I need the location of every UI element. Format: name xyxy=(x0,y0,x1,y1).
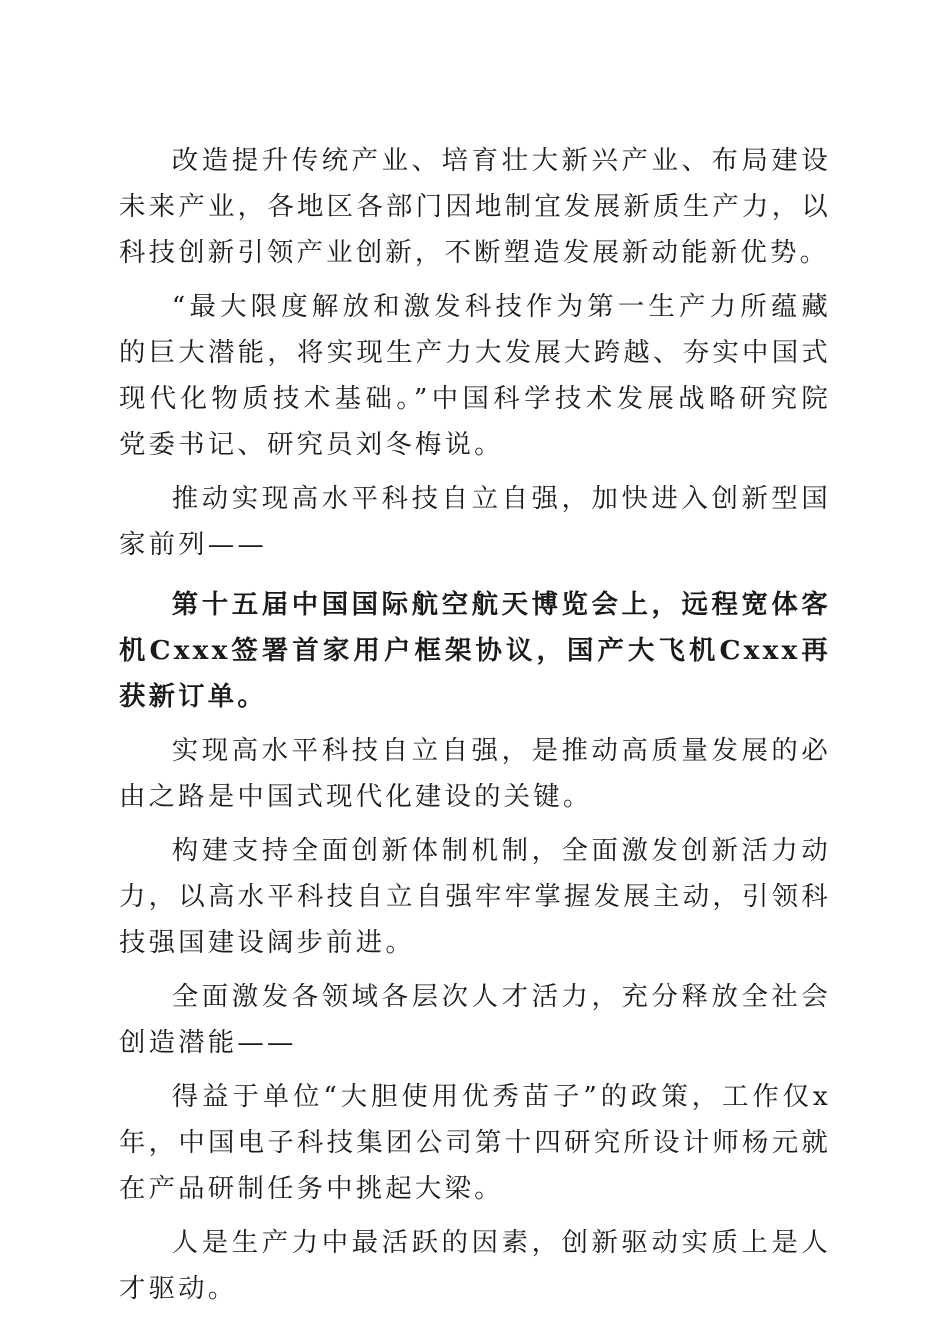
document-body xyxy=(119,138,831,1312)
paragraph-section-heading-talent: 全面激发各领域各层次人才活力，充分释放全社会创造潜能—— xyxy=(119,981,831,1058)
paragraph-industry-upgrade: 改造提升传统产业、培育壮大新兴产业、布局建设未来产业，各地区各部门因地制宜发展新质生产力，以科技创新引领产业创新，不断塑造发展新动能新优势。 xyxy=(119,145,831,268)
paragraph-high-quality-development: 实现高水平科技自立自强，是推动高质量发展的必由之路是中国式现代化建设的关键。 xyxy=(119,735,831,812)
paragraph-quote-liu-dongmei: “最大限度解放和激发科技作为第一生产力所蕴藏的巨大潜能，将实现生产力大发展大跨越、夯实中国式现代化物质技术基础。”中国科学技术发展战略研究院党委书记、研究员刘冬梅说。 xyxy=(119,291,831,460)
paragraph-airshow-orders: 第十五届中国国际航空航天博览会上，远程宽体客机Cxxx签署首家用户框架协议，国产大飞机Cxxx再获新订单。 xyxy=(119,589,831,712)
paragraph-talent-driven: 人是生产力中最活跃的因素，创新驱动实质上是人才驱动。 xyxy=(119,1227,831,1304)
paragraph-section-heading-tech-self-reliance: 推动实现高水平科技自立自强，加快进入创新型国家前列—— xyxy=(119,483,831,560)
paragraph-innovation-mechanism: 构建支持全面创新体制机制，全面激发创新活力动力，以高水平科技自立自强牢牢掌握发展主动，引领科技强国建设阔步前进。 xyxy=(119,835,831,958)
paragraph-young-designer: 得益于单位“大胆使用优秀苗子”的政策，工作仅x年，中国电子科技集团公司第十四研究所设计师杨元就在产品研制任务中挑起大梁。 xyxy=(119,1081,831,1204)
